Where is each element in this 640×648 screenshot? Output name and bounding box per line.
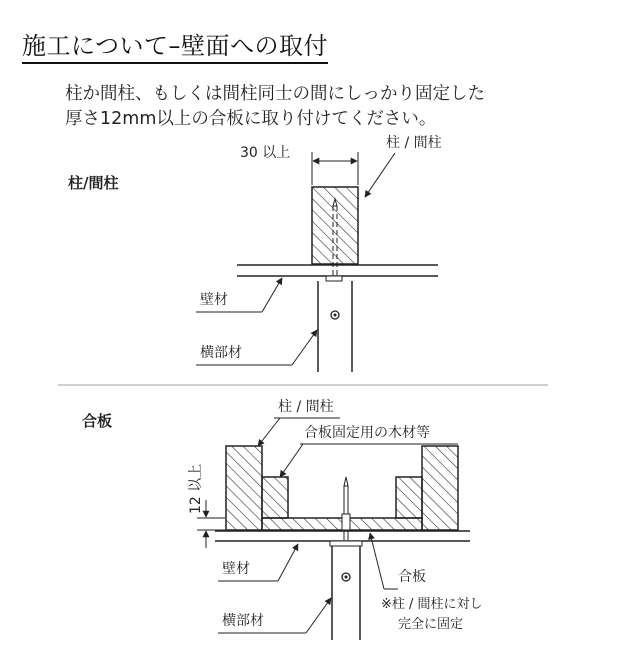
intro-line-1: 柱か間柱、もしくは間柱同士の間にしっかり固定した [65, 84, 485, 104]
section2-heading: 合板 [82, 412, 113, 430]
section2-post-right [422, 446, 458, 530]
section2-post-left [226, 446, 262, 530]
section2-rail-cap [330, 541, 362, 546]
section2-block-right [396, 477, 422, 518]
section1-post-label: 柱 / 間柱 [386, 135, 442, 151]
section1-rail-label: 横部材 [200, 345, 242, 361]
section2-post-label: 柱 / 間柱 [278, 399, 334, 415]
section2-note-line2: 完全に固定 [398, 617, 464, 632]
section2-note-line1: ※柱 / 間柱に対し [381, 597, 483, 612]
section1-heading: 柱/間柱 [68, 174, 119, 192]
section2-rail-leader [306, 598, 331, 633]
section1-wall-leader [262, 278, 282, 312]
section1-dim-label: 30 以上 [240, 145, 291, 161]
section2-block-left [262, 477, 288, 518]
section2-wall-label: 壁材 [222, 561, 250, 577]
section2-screw-body [342, 514, 350, 530]
page-title: 施工について–壁面への取付 [22, 26, 328, 64]
section2-block-label: 合板固定用の木材等 [304, 425, 430, 441]
section1-wall-label: 壁材 [200, 292, 228, 308]
section2-post-leader [258, 418, 280, 446]
section2-rail-label: 横部材 [222, 613, 264, 629]
section2-dim-label: 12 以上 [188, 463, 204, 514]
section1-rail-cap [326, 276, 342, 281]
section2-block-leader [280, 444, 303, 477]
intro-line-2: 厚さ12mm以上の合板に取り付けてください。 [65, 109, 437, 129]
section1-post-leader [365, 153, 395, 197]
section1-rail-hole-center [334, 314, 337, 317]
section2-screw-tip [344, 477, 348, 486]
section2-wall-leader [278, 544, 298, 581]
section2-rail-hole-center [345, 576, 348, 579]
section1-rail-leader [292, 330, 317, 365]
section2-plywood-label: 合板 [398, 569, 426, 585]
